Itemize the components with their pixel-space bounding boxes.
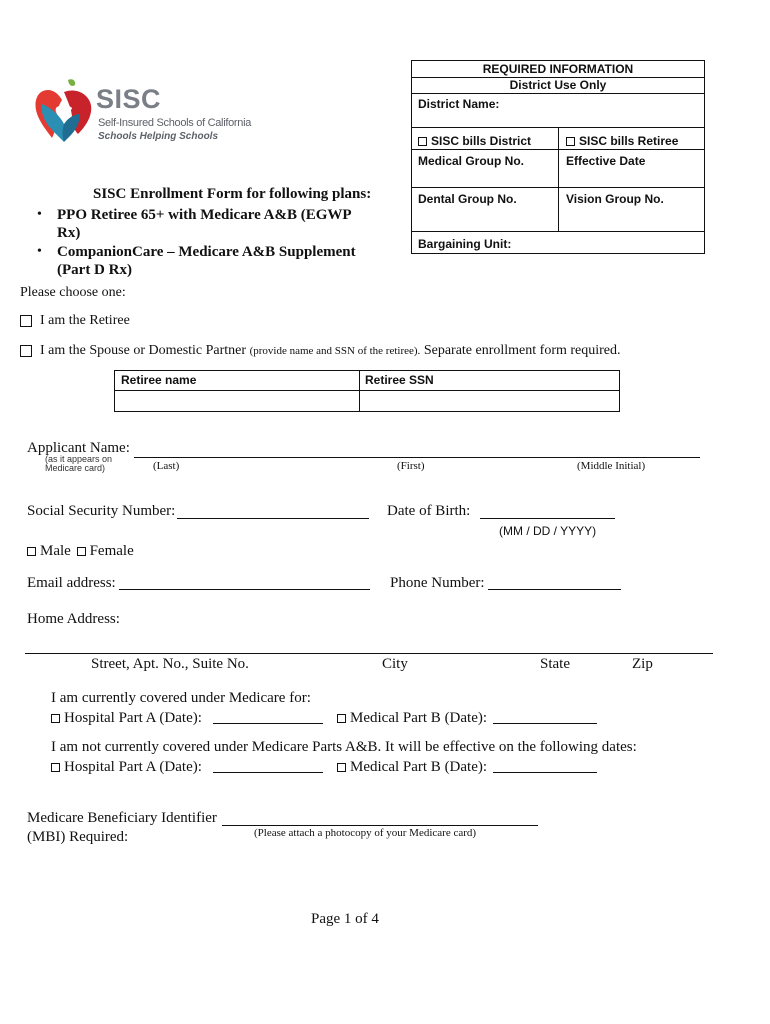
checkbox-icon[interactable] — [418, 137, 427, 146]
bargaining-unit-label: Bargaining Unit: — [418, 237, 512, 251]
sisc-bills-district-option[interactable]: SISC bills District — [418, 134, 531, 148]
dob-field[interactable] — [480, 518, 615, 519]
form-title: SISC Enrollment Form for following plans: — [93, 186, 372, 202]
logo-name: SISC — [96, 84, 162, 114]
street-caption: Street, Apt. No., Suite No. — [91, 656, 249, 672]
logo-subtitle: Self-Insured Schools of California — [98, 117, 252, 129]
required-info-header: REQUIRED INFORMATION — [482, 62, 634, 76]
covered-hospital-a-option[interactable]: Hospital Part A (Date): — [51, 710, 202, 727]
plan-companioncare-line1: CompanionCare – Medicare A&B Supplement — [57, 244, 356, 260]
sisc-logo — [34, 78, 274, 148]
mbi-label-line1: Medicare Beneficiary Identifier — [27, 810, 217, 826]
middle-initial-caption: (Middle Initial) — [577, 460, 646, 472]
checkbox-icon[interactable] — [566, 137, 575, 146]
retiree-info-table — [114, 370, 620, 412]
retiree-name-field[interactable] — [116, 391, 358, 411]
future-hospital-a-option[interactable]: Hospital Part A (Date): — [51, 759, 202, 776]
home-address-field[interactable] — [25, 653, 713, 654]
apple-logo-icon — [34, 78, 96, 144]
applicant-name-label: Applicant Name: — [27, 440, 130, 456]
first-name-caption: (First) — [397, 460, 425, 472]
effective-date-label: Effective Date — [566, 154, 646, 168]
email-field[interactable] — [119, 589, 370, 590]
mbi-field[interactable] — [222, 825, 538, 826]
retiree-option[interactable]: I am the Retiree — [20, 313, 130, 329]
plan-ppo-line2: Rx) — [57, 225, 81, 241]
mbi-note: (Please attach a photocopy of your Medicare card) — [254, 827, 477, 839]
future-medical-b-date-field[interactable] — [493, 772, 597, 773]
female-option[interactable]: Female — [77, 543, 134, 559]
checkbox-icon[interactable] — [51, 763, 60, 772]
retiree-ssn-field[interactable] — [361, 391, 619, 411]
future-medical-b-option[interactable]: Medical Part B (Date): — [337, 759, 487, 776]
gender-options — [27, 543, 134, 560]
covered-medical-b-option[interactable]: Medical Part B (Date): — [337, 710, 487, 727]
retiree-ssn-header: Retiree SSN — [365, 373, 434, 387]
zip-caption: Zip — [632, 656, 653, 672]
city-caption: City — [382, 656, 408, 672]
email-label: Email address: — [27, 575, 116, 591]
bullet-icon: • — [37, 207, 42, 222]
plan-ppo-line1: PPO Retiree 65+ with Medicare A&B (EGWP — [57, 207, 352, 223]
page-number: Page 1 of 4 — [311, 911, 379, 927]
checkbox-icon[interactable] — [337, 714, 346, 723]
future-hospital-a-date-field[interactable] — [213, 772, 323, 773]
logo-tagline: Schools Helping Schools — [98, 131, 219, 142]
home-address-label: Home Address: — [27, 611, 120, 627]
dob-label: Date of Birth: — [387, 503, 471, 519]
sisc-bills-retiree-option[interactable]: SISC bills Retiree — [566, 134, 678, 148]
spouse-option[interactable]: I am the Spouse or Domestic Partner (provide name and SSN of the retiree). Separate enrollment form required. — [20, 343, 621, 359]
male-option[interactable]: Male — [27, 543, 71, 559]
state-caption: State — [540, 656, 570, 672]
checkbox-icon[interactable] — [27, 547, 36, 556]
covered-hospital-a-date-field[interactable] — [213, 723, 323, 724]
currently-covered-text: I am currently covered under Medicare for: — [51, 690, 311, 706]
covered-medical-b-date-field[interactable] — [493, 723, 597, 724]
last-name-caption: (Last) — [153, 460, 180, 472]
required-information-box — [411, 60, 705, 254]
phone-field[interactable] — [488, 589, 621, 590]
dob-format-caption: (MM / DD / YYYY) — [499, 524, 597, 538]
checkbox-icon[interactable] — [20, 315, 32, 327]
as-appears-note: (as it appears on Medicare card) — [45, 454, 113, 473]
plan-companioncare-line2: (Part D Rx) — [57, 262, 132, 278]
checkbox-icon[interactable] — [20, 345, 32, 357]
dental-group-no-label: Dental Group No. — [418, 192, 517, 206]
checkbox-icon[interactable] — [51, 714, 60, 723]
checkbox-icon[interactable] — [77, 547, 86, 556]
choose-one-prompt: Please choose one: — [20, 285, 126, 300]
phone-label: Phone Number: — [390, 575, 485, 591]
vision-group-no-label: Vision Group No. — [566, 192, 664, 206]
applicant-name-field[interactable] — [134, 457, 700, 458]
district-use-only-label: District Use Only — [509, 78, 607, 92]
retiree-name-header: Retiree name — [121, 373, 197, 387]
ssn-label: Social Security Number: — [27, 503, 176, 519]
medical-group-no-label: Medical Group No. — [418, 154, 525, 168]
not-covered-text: I am not currently covered under Medicare Parts A&B. It will be effective on the following dates: — [51, 739, 637, 755]
district-name-label: District Name: — [418, 97, 500, 111]
checkbox-icon[interactable] — [337, 763, 346, 772]
ssn-field[interactable] — [177, 518, 369, 519]
mbi-label-line2: (MBI) Required: — [27, 829, 129, 845]
bullet-icon: • — [37, 244, 42, 259]
